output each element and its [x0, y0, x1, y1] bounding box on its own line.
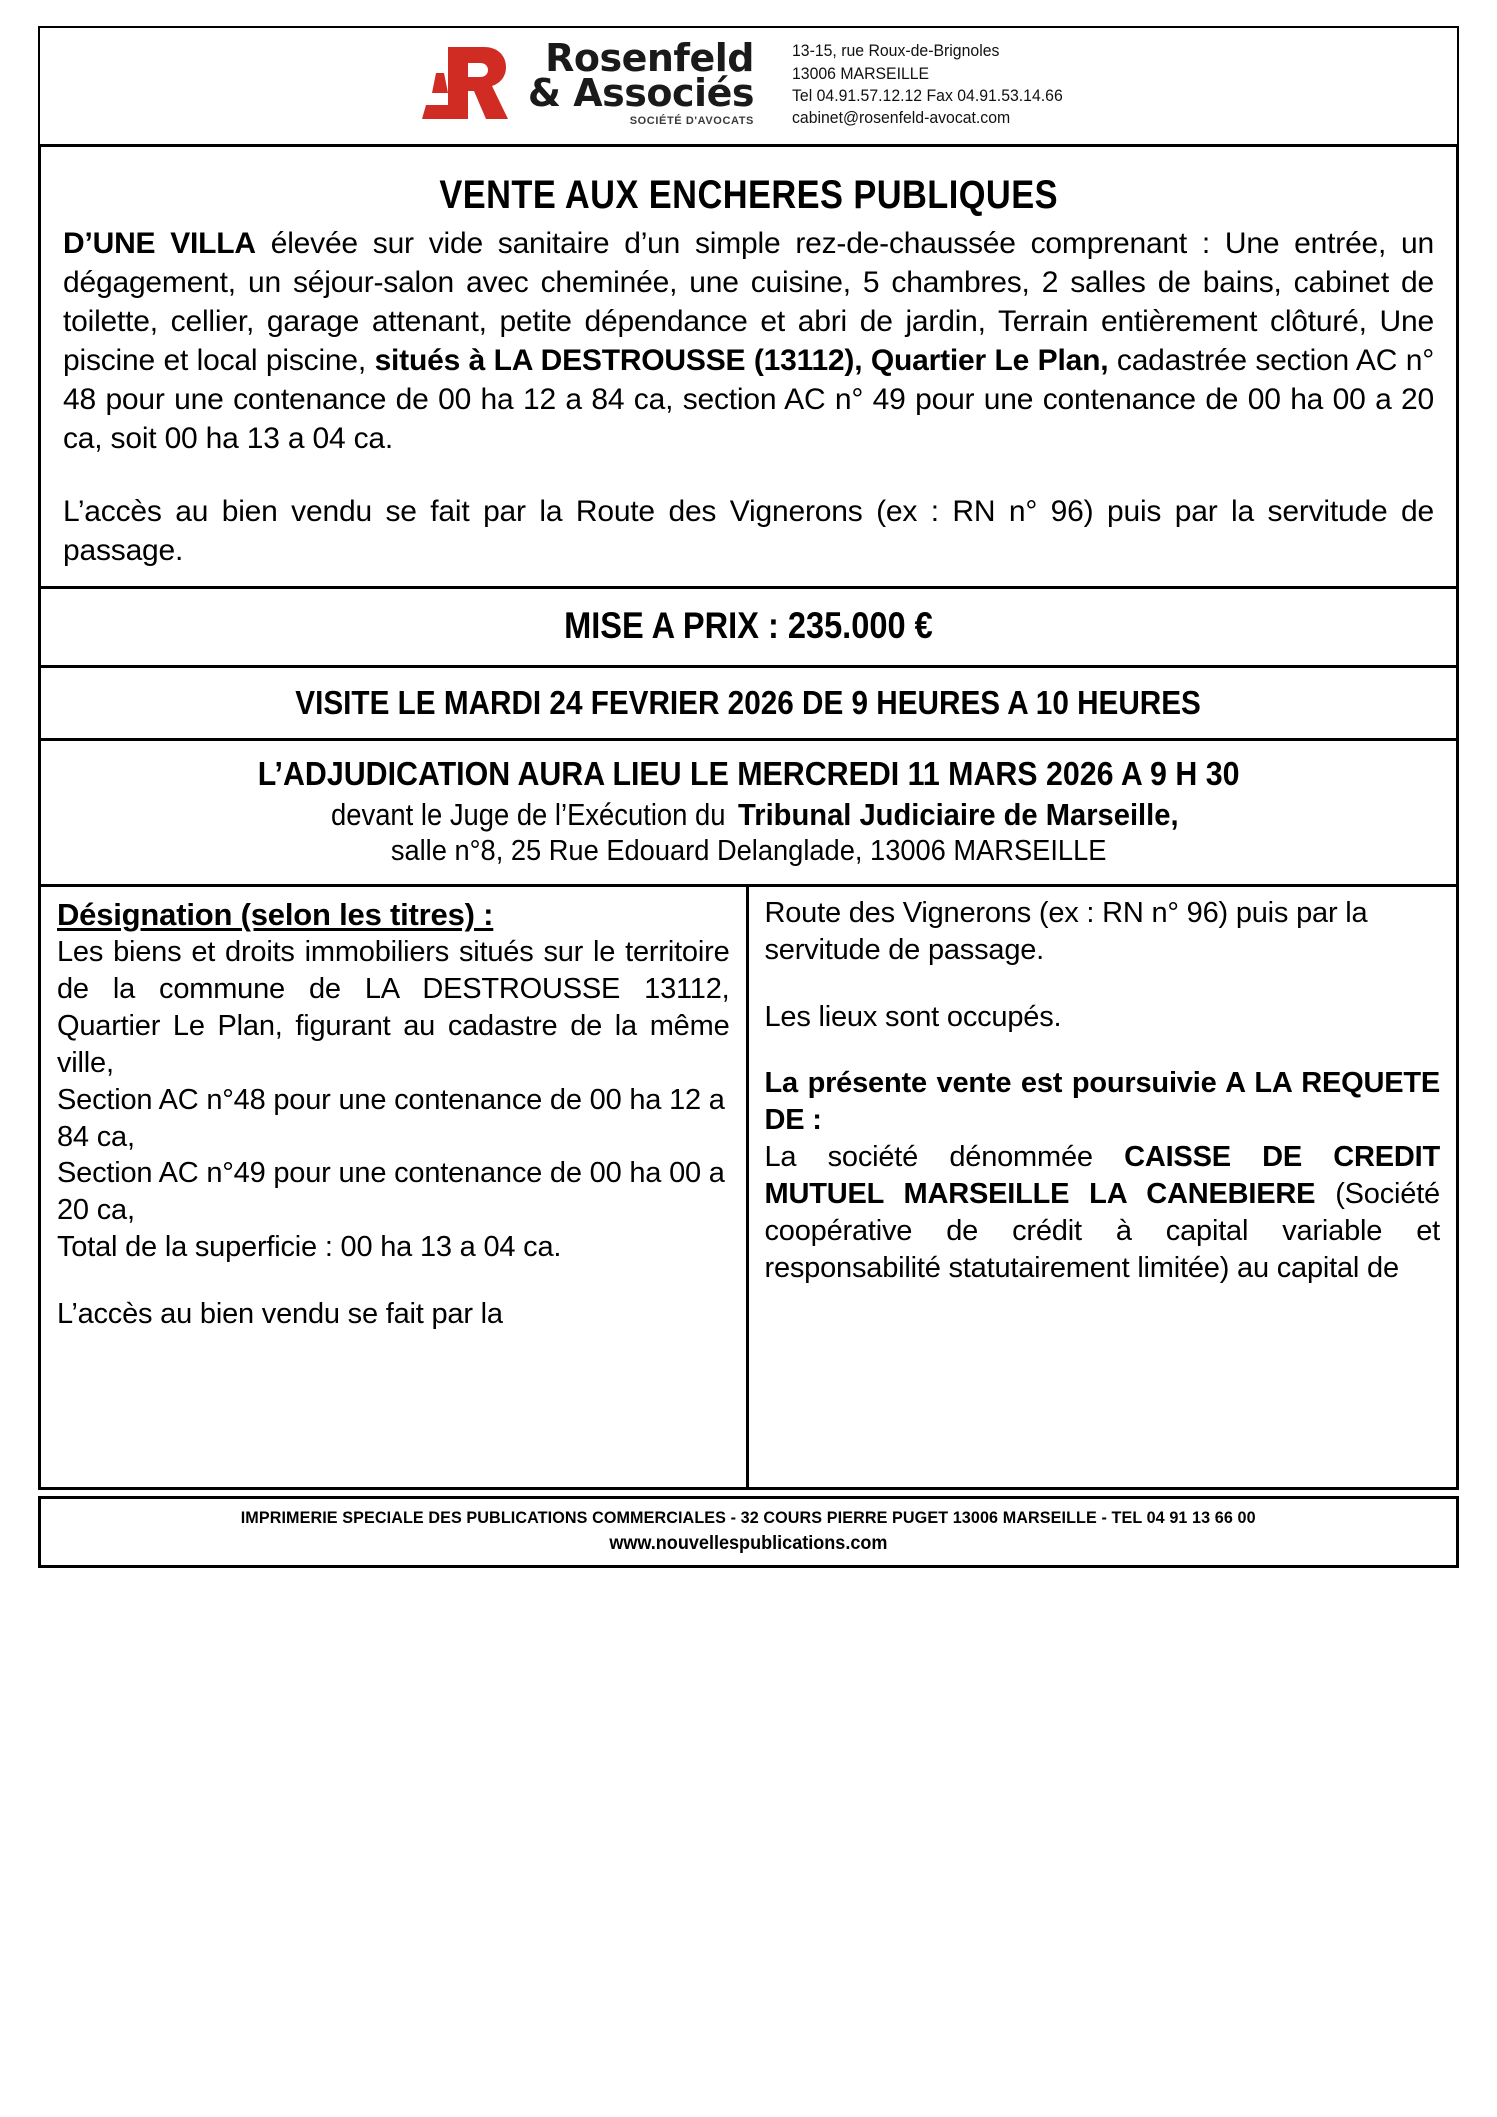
visite-text: VISITE LE MARDI 24 FEVRIER 2026 DE 9 HEURES A 10 HEURES — [295, 684, 1202, 721]
footer-printer-line: IMPRIMERIE SPECIALE DES PUBLICATIONS COMMERCIALES - 32 COURS PIERRE PUGET 13006 MARSEILLE - TEL 04 91 13 66 00 — [241, 1508, 1256, 1527]
adjudication-band — [38, 738, 1459, 884]
mise-a-prix: MISE A PRIX : 235.000 € — [564, 605, 933, 646]
adjudication-address: salle n°8, 25 Rue Edouard Delanglade, 13006 MARSEILLE — [390, 835, 1107, 867]
property-description — [63, 224, 1434, 458]
requete-suffix: (Société coopérative de crédit à capital variable et responsabilité statutairement limitée) au capital de — [764, 1177, 1440, 1284]
ar-logo-icon — [414, 39, 510, 131]
address-phone: Tel 04.91.57.12.12 Fax 04.91.53.14.66 — [791, 86, 1063, 105]
requete-heading: La présente vente est poursuivie A LA REQUETE DE : — [764, 1067, 1440, 1137]
right-para-occupation: Les lieux sont occupés. — [764, 1000, 1062, 1033]
mise-a-prix-band — [38, 586, 1459, 665]
firm-address — [792, 40, 1063, 130]
left-column — [41, 887, 749, 1487]
left-column-spacer — [57, 1266, 730, 1296]
address-street: 13-15, rue Roux-de-Brignoles — [791, 41, 1000, 61]
adjudication-court-prefix: devant le Juge de l’Exécution du — [331, 797, 726, 832]
designation-para-3: Section AC n°49 pour une contenance de 00 ha 00 a 20 ca, — [57, 1157, 725, 1227]
adjudication-court-name: Tribunal Judiciaire de Marseille, — [738, 797, 1179, 832]
requete-prefix: La société dénommée — [764, 1141, 1125, 1174]
designation-heading: Désignation (selon les titres) : — [57, 897, 494, 932]
adjudication-court — [55, 797, 1442, 833]
firm-name-line2: & Associés — [527, 71, 754, 116]
right-column — [749, 887, 1457, 1487]
firm-subtitle: SOCIÉTÉ D'AVOCATS — [629, 115, 754, 128]
printer-footer — [38, 1496, 1459, 1568]
right-para-access: Route des Vignerons (ex : RN n° 96) puis par la servitude de passage. — [764, 897, 1368, 966]
right-column-spacer-1 — [765, 969, 1441, 999]
description-lead: D’UNE VILLA — [63, 227, 256, 260]
designation-para-2: Section AC n°48 pour une contenance de 00 ha 12 a 84 ca, — [57, 1083, 725, 1153]
right-column-spacer-2 — [765, 1035, 1441, 1065]
requete-paragraph — [765, 1065, 1441, 1286]
letterhead — [38, 26, 1459, 144]
designation-para-1: Les biens et droits immobiliers situés sur le territoire de la commune de LA DESTROUSSE 13112, Quartier Le Plan, figurant au cadastre de la même ville, — [57, 936, 730, 1079]
main-notice-band — [38, 144, 1459, 586]
designation-para-4: Total de la superficie : 00 ha 13 a 04 ca. — [57, 1230, 562, 1263]
letterhead-divider — [772, 49, 774, 121]
firm-name-line1: Rosenfeld — [545, 36, 754, 81]
details-band — [38, 884, 1459, 1490]
description-text-1: élevée sur vide sanitaire d’un simple rez-de-chaussée comprenant : Une entrée, un dégagement, un séjour-salon avec cheminée, une cuisine, 5 chambres, 2 salles de bains, cabinet de toilette, cellier, garage attenant, petite dépendance et abri de jardin, Terrain entièrement clôturé, Une piscine et local piscine, — [63, 227, 1434, 377]
creditor-name: CAISSE DE CREDIT MUTUEL MARSEILLE LA CANEBIERE — [764, 1141, 1440, 1210]
visite-band — [38, 665, 1459, 738]
designation-para-5: L’accès au bien vendu se fait par la — [57, 1297, 503, 1330]
page-title: VENTE AUX ENCHERES PUBLIQUES — [439, 173, 1058, 217]
description-text-3: cadastrée section AC n° 48 pour une contenance de 00 ha 12 a 84 ca, section AC n° 49 pour une contenance de 00 ha 00 a 20 ca, soit 00 ha 13 a 04 ca. — [63, 344, 1434, 455]
footer-website: www.nouvellespublications.com — [609, 1533, 888, 1554]
address-city: 13006 MARSEILLE — [791, 63, 930, 83]
paragraph-spacer — [63, 458, 1434, 492]
access-paragraph: L’accès au bien vendu se fait par la Route des Vignerons (ex : RN n° 96) puis par la servitude de passage. — [63, 495, 1434, 567]
address-email: cabinet@rosenfeld-avocat.com — [791, 108, 1011, 128]
adjudication-date: L’ADJUDICATION AURA LIEU LE MERCREDI 11 MARS 2026 A 9 H 30 — [257, 755, 1240, 792]
description-location: situés à LA DESTROUSSE (13112), Quartier Le Plan, — [374, 344, 1109, 377]
